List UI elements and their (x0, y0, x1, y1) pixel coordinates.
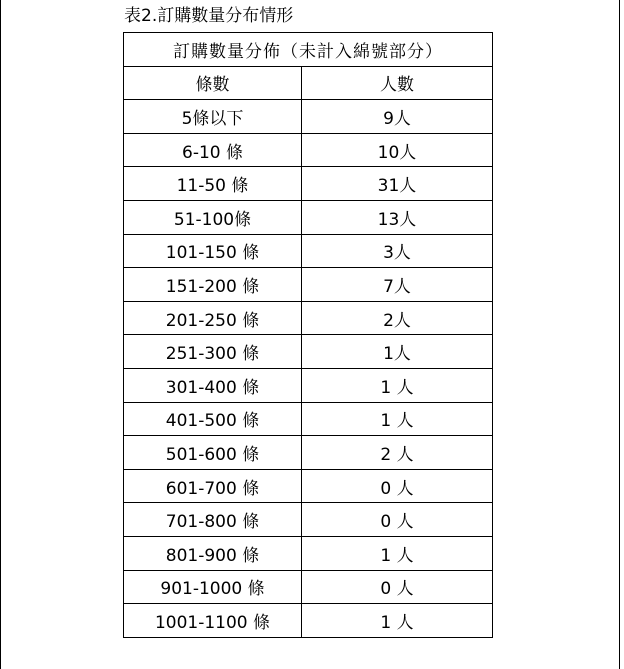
count-cell: 13人 (302, 200, 493, 234)
count-cell: 1人 (302, 335, 493, 369)
table-row (124, 167, 493, 201)
table-row (124, 368, 493, 402)
column-header-count: 人數 (302, 66, 493, 100)
count-cell: 9人 (302, 100, 493, 134)
range-cell: 801-900 條 (124, 536, 302, 570)
range-cell: 151-200 條 (124, 268, 302, 302)
table-title: 訂購數量分佈（未計入綿號部分） (124, 33, 493, 67)
table-header-row (124, 66, 493, 100)
range-cell: 5條以下 (124, 100, 302, 134)
count-cell: 2 人 (302, 436, 493, 470)
table-caption: 表2.訂購數量分布情形 (124, 6, 294, 26)
table-row (124, 268, 493, 302)
range-cell: 901-1000 條 (124, 570, 302, 604)
count-cell: 0 人 (302, 570, 493, 604)
table-row (124, 436, 493, 470)
count-cell: 1 人 (302, 536, 493, 570)
count-cell: 31人 (302, 167, 493, 201)
page-edge-right (619, 0, 620, 669)
range-cell: 1001-1100 條 (124, 604, 302, 638)
table-row (124, 604, 493, 638)
range-cell: 701-800 條 (124, 503, 302, 537)
range-cell: 11-50 條 (124, 167, 302, 201)
table-row (124, 335, 493, 369)
count-cell: 0 人 (302, 503, 493, 537)
table-row (124, 570, 493, 604)
range-cell: 6-10 條 (124, 133, 302, 167)
range-cell: 501-600 條 (124, 436, 302, 470)
column-header-range: 條數 (124, 66, 302, 100)
table-row (124, 100, 493, 134)
count-cell: 1 人 (302, 368, 493, 402)
range-cell: 251-300 條 (124, 335, 302, 369)
table-row (124, 469, 493, 503)
count-cell: 7人 (302, 268, 493, 302)
count-cell: 1 人 (302, 402, 493, 436)
range-cell: 601-700 條 (124, 469, 302, 503)
count-cell: 2人 (302, 301, 493, 335)
table-row (124, 133, 493, 167)
table-row (124, 234, 493, 268)
table-row (124, 200, 493, 234)
table-row (124, 503, 493, 537)
range-cell: 51-100條 (124, 200, 302, 234)
range-cell: 301-400 條 (124, 368, 302, 402)
order-distribution-table (123, 32, 493, 638)
table-row (124, 301, 493, 335)
range-cell: 401-500 條 (124, 402, 302, 436)
table-title-row (124, 33, 493, 67)
range-cell: 101-150 條 (124, 234, 302, 268)
range-cell: 201-250 條 (124, 301, 302, 335)
count-cell: 0 人 (302, 469, 493, 503)
count-cell: 10人 (302, 133, 493, 167)
table-row (124, 536, 493, 570)
count-cell: 1 人 (302, 604, 493, 638)
count-cell: 3人 (302, 234, 493, 268)
page-edge-left (0, 0, 1, 669)
table-row (124, 402, 493, 436)
